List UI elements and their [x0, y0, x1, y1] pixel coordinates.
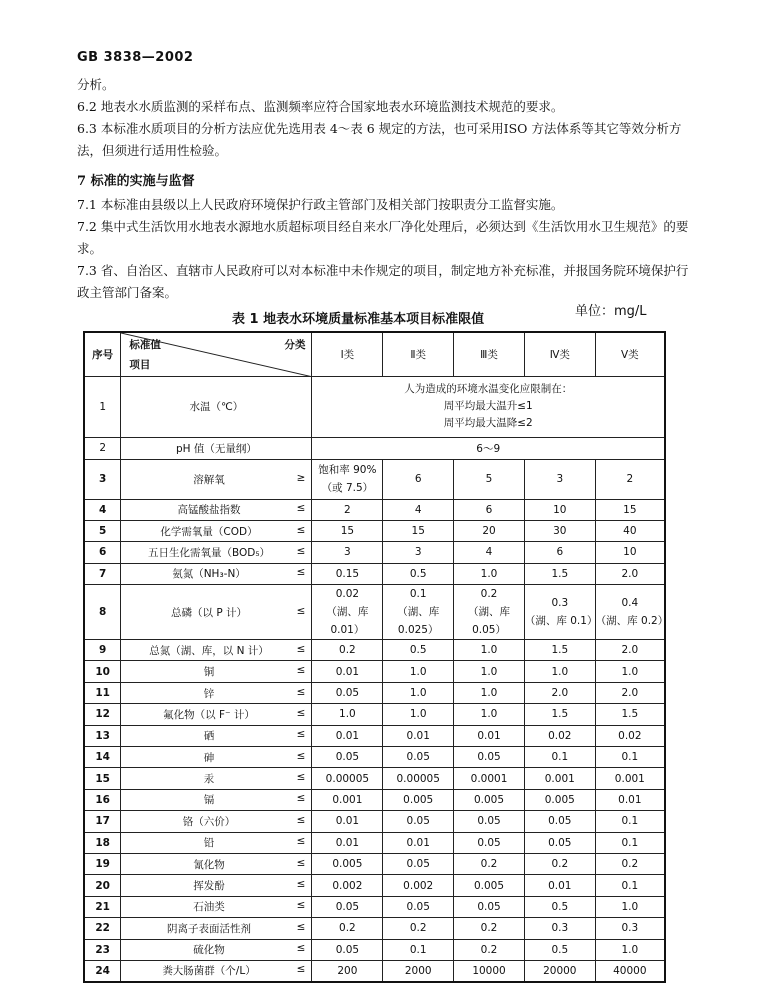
comparison-operator: ≤	[296, 856, 306, 869]
value-class-2: 0.005	[383, 789, 454, 810]
value-class-1: 2	[312, 499, 383, 520]
row-number: 7	[84, 563, 121, 584]
value-class-1: 0.00005	[312, 768, 383, 789]
row-number: 2	[84, 437, 121, 459]
value-class-5: 2.0	[595, 563, 665, 584]
item-cell	[121, 747, 312, 768]
value-class-3: 0.01	[454, 725, 525, 746]
value-class-5: 1.0	[595, 896, 665, 917]
value-class-2: 4	[383, 499, 454, 520]
value-class-4: 1.5	[524, 640, 595, 661]
item-cell	[121, 960, 312, 981]
table-header-row	[84, 332, 665, 376]
item-name: 锌	[203, 687, 215, 700]
header-class-label: 分类	[284, 339, 306, 351]
header-item-label: 项目	[129, 359, 151, 371]
table-row	[84, 661, 665, 682]
value-class-1: 0.05	[312, 939, 383, 960]
item-cell	[121, 896, 312, 917]
item-name: 五日生化需氧量（BOD₅）	[147, 546, 271, 559]
table-row	[84, 832, 665, 853]
value-class-3: 6	[454, 499, 525, 520]
value-class-5: 15	[595, 499, 665, 520]
item-name: 水温（℃）	[121, 376, 312, 437]
value-class-2: 0.05	[383, 853, 454, 874]
value-class-3: 1.0	[454, 661, 525, 682]
value-class-5: 2.0	[595, 682, 665, 703]
row-number: 9	[84, 640, 121, 661]
temperature-note-line: 人为造成的环境水温变化应限制在：	[404, 383, 573, 395]
value-class-1: 0.15	[312, 563, 383, 584]
value-class-4: 20000	[524, 960, 595, 981]
table-row	[84, 499, 665, 520]
comparison-operator: ≤	[296, 706, 306, 719]
value-class-4: 0.2	[524, 853, 595, 874]
value-class-3: 1.0	[454, 640, 525, 661]
row-number: 13	[84, 725, 121, 746]
row-number: 22	[84, 918, 121, 939]
comparison-operator: ≤	[296, 792, 306, 805]
item-name: 硒	[203, 730, 215, 743]
value-class-4: 6	[524, 542, 595, 563]
row-number: 16	[84, 789, 121, 810]
item-name: 镉	[203, 794, 215, 807]
value-class-3: 0.0001	[454, 768, 525, 789]
row-number: 20	[84, 875, 121, 896]
comparison-operator: ≤	[296, 942, 306, 955]
value-class-5: 0.1	[595, 811, 665, 832]
value-class-5: 10	[595, 542, 665, 563]
value-class-4: 1.0	[524, 661, 595, 682]
value-class-3: 0.05	[454, 811, 525, 832]
item-name: 粪大肠菌群（个/L）	[162, 965, 256, 978]
value-class-5: 0.4 （湖、库 0.2）	[595, 585, 665, 640]
item-name: 汞	[203, 773, 215, 786]
value-class-2: 3	[383, 542, 454, 563]
value-class-1: 0.01	[312, 832, 383, 853]
row-number: 3	[84, 459, 121, 499]
value-class-1: 0.01	[312, 811, 383, 832]
value-class-5: 0.01	[595, 789, 665, 810]
item-name: 氰化物	[193, 858, 225, 871]
value-class-2: 0.1	[383, 939, 454, 960]
value-class-2: 2000	[383, 960, 454, 981]
value-class-1: 0.005	[312, 853, 383, 874]
item-name: 石油类	[193, 901, 225, 914]
value-class-5: 0.1	[595, 832, 665, 853]
value-class-3: 0.005	[454, 875, 525, 896]
item-name: 铬（六价）	[182, 815, 236, 828]
item-cell	[121, 811, 312, 832]
value-class-3: 0.2	[454, 939, 525, 960]
item-name: 溶解氧	[193, 473, 225, 486]
standard-number: GB 3838—2002	[77, 50, 194, 65]
value-class-1: 0.002	[312, 875, 383, 896]
value-class-3: 4	[454, 542, 525, 563]
item-name: 铅	[203, 837, 215, 850]
temperature-note	[312, 376, 665, 437]
value-class-5: 0.02	[595, 725, 665, 746]
item-cell	[121, 542, 312, 563]
value-class-4: 10	[524, 499, 595, 520]
value-class-1: 0.05	[312, 896, 383, 917]
row-number: 19	[84, 853, 121, 874]
table-row-water-temperature	[84, 376, 665, 437]
table-row	[84, 459, 665, 499]
comparison-operator: ≤	[296, 502, 306, 515]
value-class-2: 0.01	[383, 725, 454, 746]
value-class-2: 15	[383, 520, 454, 541]
item-name: 氨氮（NH₃-N）	[172, 568, 246, 581]
value-class-4: 0.05	[524, 832, 595, 853]
header-class-5: Ⅴ类	[595, 332, 665, 376]
comparison-operator: ≤	[296, 664, 306, 677]
row-number: 4	[84, 499, 121, 520]
row-number: 17	[84, 811, 121, 832]
value-class-4: 0.01	[524, 875, 595, 896]
item-cell	[121, 875, 312, 896]
value-class-2: 0.05	[383, 811, 454, 832]
value-class-5: 2	[595, 459, 665, 499]
value-class-2: 1.0	[383, 682, 454, 703]
value-class-1: 0.02 （湖、库 0.01）	[312, 585, 383, 640]
table-row	[84, 939, 665, 960]
value-class-3: 5	[454, 459, 525, 499]
row-number: 11	[84, 682, 121, 703]
value-class-3: 0.2	[454, 918, 525, 939]
table-row	[84, 585, 665, 640]
item-name: 总磷（以 P 计）	[171, 606, 248, 619]
table-row	[84, 768, 665, 789]
value-class-1: 0.01	[312, 661, 383, 682]
header-diagonal-cell	[121, 332, 312, 376]
unit-label: 单位：mg/L	[575, 304, 647, 319]
header-class-3: Ⅲ类	[454, 332, 525, 376]
item-name: 氟化物（以 F⁻ 计）	[163, 708, 255, 721]
comparison-operator: ≤	[296, 749, 306, 762]
value-class-4: 0.5	[524, 896, 595, 917]
item-cell	[121, 853, 312, 874]
comparison-operator: ≤	[296, 604, 306, 617]
item-cell	[121, 832, 312, 853]
row-number: 12	[84, 704, 121, 725]
comparison-operator: ≤	[296, 566, 306, 579]
value-class-4: 1.5	[524, 563, 595, 584]
value-class-2: 0.5	[383, 563, 454, 584]
paragraph-7-2: 7.2 集中式生活饮用水地表水源地水质超标项目经自来水厂净化处理后，必须达到《生活饮用水卫生规范》的要求。	[77, 219, 689, 256]
value-class-1: 3	[312, 542, 383, 563]
value-class-5: 0.001	[595, 768, 665, 789]
value-class-4: 3	[524, 459, 595, 499]
value-class-2: 0.01	[383, 832, 454, 853]
row-number: 6	[84, 542, 121, 563]
row-number: 23	[84, 939, 121, 960]
value-class-1: 0.2	[312, 640, 383, 661]
table-row	[84, 811, 665, 832]
item-name: 铜	[203, 666, 215, 679]
value-class-4: 0.3 （湖、库 0.1）	[524, 585, 595, 640]
item-cell	[121, 682, 312, 703]
paragraph-analysis-end: 分析。	[77, 77, 115, 92]
value-class-4: 0.02	[524, 725, 595, 746]
table-row	[84, 960, 665, 981]
value-class-5: 40	[595, 520, 665, 541]
comparison-operator: ≥	[296, 471, 306, 484]
value-class-1: 1.0	[312, 704, 383, 725]
table-row	[84, 704, 665, 725]
table-row	[84, 896, 665, 917]
value-class-3: 0.05	[454, 832, 525, 853]
comparison-operator: ≤	[296, 544, 306, 557]
value-class-1: 0.01	[312, 725, 383, 746]
row-number: 24	[84, 960, 121, 981]
header-standard-value-label: 标准值	[129, 339, 161, 351]
comparison-operator: ≤	[296, 685, 306, 698]
item-cell	[121, 725, 312, 746]
value-class-3: 0.05	[454, 896, 525, 917]
item-name: 砷	[203, 751, 215, 764]
value-class-1: 200	[312, 960, 383, 981]
row-number: 14	[84, 747, 121, 768]
value-class-2: 0.2	[383, 918, 454, 939]
ph-value: 6～9	[312, 437, 665, 459]
value-class-1: 0.05	[312, 682, 383, 703]
table-row	[84, 542, 665, 563]
item-cell	[121, 939, 312, 960]
header-class-4: Ⅳ类	[524, 332, 595, 376]
row-number: 15	[84, 768, 121, 789]
value-class-2: 0.002	[383, 875, 454, 896]
table-row	[84, 789, 665, 810]
value-class-1: 0.05	[312, 747, 383, 768]
item-cell	[121, 704, 312, 725]
item-cell	[121, 499, 312, 520]
paragraph-7-3: 7.3 省、自治区、直辖市人民政府可以对本标准中未作规定的项目，制定地方补充标准，并报国务院环境保护行政主管部门备案。	[77, 263, 689, 300]
table-row	[84, 640, 665, 661]
table-row-ph	[84, 437, 665, 459]
value-class-4: 0.3	[524, 918, 595, 939]
value-class-4: 0.1	[524, 747, 595, 768]
value-class-4: 1.5	[524, 704, 595, 725]
item-cell	[121, 789, 312, 810]
item-cell	[121, 563, 312, 584]
paragraph-7-1: 7.1 本标准由县级以上人民政府环境保护行政主管部门及相关部门按职责分工监督实施。	[77, 197, 564, 212]
value-class-4: 0.05	[524, 811, 595, 832]
table-row	[84, 725, 665, 746]
header-class-2: Ⅱ类	[383, 332, 454, 376]
row-number: 21	[84, 896, 121, 917]
item-name: 高锰酸盐指数	[177, 504, 241, 517]
comparison-operator: ≤	[296, 523, 306, 536]
table-row	[84, 682, 665, 703]
value-class-2: 0.05	[383, 747, 454, 768]
value-class-3: 0.2 （湖、库 0.05）	[454, 585, 525, 640]
item-cell	[121, 520, 312, 541]
paragraph-6-3: 6.3 本标准水质项目的分析方法应优先选用表 4～表 6 规定的方法，也可采用ISO 方法体系等其它等效分析方法，但须进行适用性检验。	[77, 121, 682, 158]
value-class-5: 0.1	[595, 875, 665, 896]
value-class-5: 2.0	[595, 640, 665, 661]
table-row	[84, 520, 665, 541]
comparison-operator: ≤	[296, 920, 306, 933]
value-class-5: 1.0	[595, 939, 665, 960]
value-class-4: 30	[524, 520, 595, 541]
item-cell	[121, 661, 312, 682]
header-class-1: Ⅰ类	[312, 332, 383, 376]
item-name: 化学需氧量（COD）	[160, 525, 258, 538]
value-class-2: 0.1 （湖、库 0.025）	[383, 585, 454, 640]
value-class-5: 1.5	[595, 704, 665, 725]
section-title-7: 7 标准的实施与监督	[77, 174, 195, 189]
standards-table	[83, 331, 669, 983]
row-number: 8	[84, 585, 121, 640]
value-class-2: 1.0	[383, 661, 454, 682]
row-number: 5	[84, 520, 121, 541]
value-class-3: 0.05	[454, 747, 525, 768]
value-class-1: 饱和率 90% （或 7.5）	[312, 459, 383, 499]
comparison-operator: ≤	[296, 728, 306, 741]
value-class-2: 0.05	[383, 896, 454, 917]
row-number: 10	[84, 661, 121, 682]
value-class-4: 0.001	[524, 768, 595, 789]
item-name: pH 值（无量纲）	[121, 437, 312, 459]
comparison-operator: ≤	[296, 963, 306, 976]
value-class-4: 0.5	[524, 939, 595, 960]
comparison-operator: ≤	[296, 813, 306, 826]
paragraph-6-2: 6.2 地表水水质监测的采样布点、监测频率应符合国家地表水环境监测技术规范的要求。	[77, 99, 564, 114]
value-class-3: 0.2	[454, 853, 525, 874]
item-name: 总氮（湖、库，以 N 计）	[149, 644, 269, 657]
value-class-4: 2.0	[524, 682, 595, 703]
value-class-2: 0.5	[383, 640, 454, 661]
table-row	[84, 875, 665, 896]
comparison-operator: ≤	[296, 835, 306, 848]
item-cell	[121, 585, 312, 640]
value-class-5: 40000	[595, 960, 665, 981]
value-class-3: 1.0	[454, 704, 525, 725]
comparison-operator: ≤	[296, 642, 306, 655]
value-class-5: 0.3	[595, 918, 665, 939]
header-seq: 序号	[84, 332, 121, 376]
value-class-1: 0.2	[312, 918, 383, 939]
value-class-3: 1.0	[454, 682, 525, 703]
item-name: 阴离子表面活性剂	[167, 922, 251, 935]
comparison-operator: ≤	[296, 899, 306, 912]
temperature-note-line: 周平均最大温升≤1	[443, 400, 533, 412]
item-name: 挥发酚	[193, 880, 225, 893]
table-caption: 表 1 地表水环境质量标准基本项目标准限值	[232, 312, 485, 327]
item-cell	[121, 459, 312, 499]
item-name: 硫化物	[193, 944, 225, 957]
value-class-2: 0.00005	[383, 768, 454, 789]
item-cell	[121, 768, 312, 789]
value-class-4: 0.005	[524, 789, 595, 810]
value-class-5: 0.2	[595, 853, 665, 874]
item-cell	[121, 640, 312, 661]
value-class-3: 10000	[454, 960, 525, 981]
value-class-3: 0.005	[454, 789, 525, 810]
table-row	[84, 563, 665, 584]
row-number: 1	[84, 376, 121, 437]
value-class-3: 20	[454, 520, 525, 541]
value-class-5: 1.0	[595, 661, 665, 682]
value-class-5: 0.1	[595, 747, 665, 768]
temperature-note-line: 周平均最大温降≤2	[443, 417, 533, 429]
table-row	[84, 747, 665, 768]
table-row	[84, 918, 665, 939]
comparison-operator: ≤	[296, 771, 306, 784]
value-class-3: 1.0	[454, 563, 525, 584]
value-class-2: 1.0	[383, 704, 454, 725]
row-number: 18	[84, 832, 121, 853]
comparison-operator: ≤	[296, 878, 306, 891]
item-cell	[121, 918, 312, 939]
value-class-2: 6	[383, 459, 454, 499]
value-class-1: 0.001	[312, 789, 383, 810]
table-row	[84, 853, 665, 874]
value-class-1: 15	[312, 520, 383, 541]
